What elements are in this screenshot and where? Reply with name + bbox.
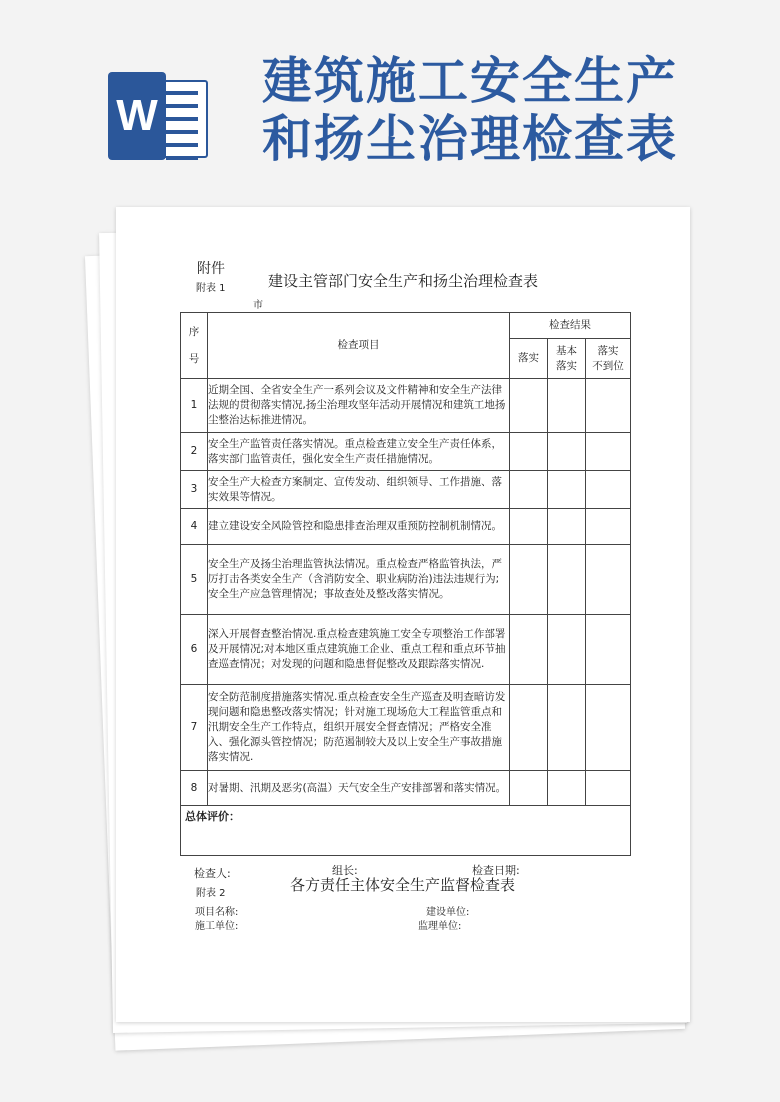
summary-label[interactable]: 总体评价： (181, 806, 631, 856)
builder-label: 建设单位: (426, 907, 470, 918)
row-item: 近期全国、全省安全生产一系列会议及文件精神和安全生产法律法规的贯彻落实情况,扬尘治理攻坚年活动开展情况和建筑工地扬尘整治达标推进情况。 (208, 379, 510, 433)
result-done-header: 落实 (510, 339, 548, 379)
result-not-header (586, 339, 631, 379)
result-basic-top: 基本 (556, 344, 577, 357)
result-cell[interactable] (586, 379, 631, 433)
banner-title-line2: 和扬尘治理检查表 (262, 110, 678, 168)
table-row (181, 545, 631, 615)
leader-label: 组长: (332, 864, 358, 877)
banner-title-line1: 建筑施工安全生产 (262, 52, 678, 110)
result-cell[interactable] (548, 509, 586, 545)
result-cell[interactable] (510, 615, 548, 685)
row-item: 对暑期、汛期及恶劣(高温）天气安全生产安排部署和落实情况。 (208, 771, 510, 806)
table-row (181, 433, 631, 471)
col-number-bottom: 号 (188, 352, 200, 365)
result-cell[interactable] (510, 379, 548, 433)
attachment-label: 附件 (197, 261, 225, 277)
banner-title (262, 52, 762, 168)
row-number: 1 (181, 379, 208, 433)
col-item-header: 检查项目 (208, 313, 510, 379)
row-number: 8 (181, 771, 208, 806)
result-cell[interactable] (586, 471, 631, 509)
table-label: 附表 1 (196, 283, 226, 294)
table-row (181, 615, 631, 685)
result-cell[interactable] (548, 471, 586, 509)
result-cell[interactable] (510, 509, 548, 545)
result-not-bottom: 不到位 (592, 359, 624, 372)
result-cell[interactable] (510, 471, 548, 509)
table-row (181, 471, 631, 509)
row-item: 安全防范制度措施落实情况.重点检查安全生产巡查及明查暗访发现问题和隐患整改落实情况；针对施工现场危大工程监管重点和汛期安全生产工作特点，组织开展安全督查情况；严格安全准入、强化源头管控情况；防范遏制较大及以上安全生产事故措施落实情况. (208, 685, 510, 771)
city-label: 市 (253, 300, 263, 311)
result-cell[interactable] (548, 379, 586, 433)
inspection-table (180, 312, 631, 856)
result-cell[interactable] (586, 615, 631, 685)
row-number: 7 (181, 685, 208, 771)
supervisor-label: 监理单位: (418, 921, 462, 932)
row-item: 建立建设安全风险管控和隐患排查治理双重预防控制机制情况。 (208, 509, 510, 545)
row-item: 安全生产监管责任落实情况。重点检查建立安全生产责任体系，落实部门监管责任，强化安全生产责任措施情况。 (208, 433, 510, 471)
result-cell[interactable] (548, 771, 586, 806)
summary-row (181, 806, 631, 856)
row-item: 安全生产大检查方案制定、宣传发动、组织领导、工作措施、落实效果等情况。 (208, 471, 510, 509)
table-row (181, 509, 631, 545)
col-number-top: 序 (188, 325, 200, 338)
result-cell[interactable] (510, 433, 548, 471)
result-cell[interactable] (586, 771, 631, 806)
table2-label: 附表 2 (196, 888, 226, 899)
row-number: 3 (181, 471, 208, 509)
row-number: 4 (181, 509, 208, 545)
result-cell[interactable] (548, 685, 586, 771)
result-basic-header (548, 339, 586, 379)
result-cell[interactable] (548, 615, 586, 685)
row-number: 2 (181, 433, 208, 471)
word-badge: W (108, 72, 166, 160)
result-cell[interactable] (510, 771, 548, 806)
result-cell[interactable] (586, 685, 631, 771)
result-cell[interactable] (586, 433, 631, 471)
table2-title: 各方责任主体安全生产监督检查表 (290, 876, 516, 894)
document-title: 建设主管部门安全生产和扬尘治理检查表 (268, 272, 539, 290)
row-number: 6 (181, 615, 208, 685)
banner (0, 0, 780, 190)
table-row (181, 379, 631, 433)
col-result-header: 检查结果 (510, 313, 631, 339)
result-cell[interactable] (510, 545, 548, 615)
inspector-label: 检查人: (194, 867, 231, 880)
contractor-label: 施工单位: (195, 921, 239, 932)
row-item: 安全生产及扬尘治理监管执法情况。重点检查严格监管执法，严厉打击各类安全生产（含消防安全、职业病防治)违法违规行为;安全生产应急管理情况；事故查处及整改落实情况。 (208, 545, 510, 615)
row-number: 5 (181, 545, 208, 615)
result-basic-bottom: 落实 (556, 359, 577, 372)
table-row (181, 685, 631, 771)
table-row (181, 771, 631, 806)
word-icon (108, 72, 208, 160)
project-name-label: 项目名称: (195, 907, 239, 918)
result-cell[interactable] (586, 545, 631, 615)
col-number-header (181, 313, 208, 379)
result-cell[interactable] (586, 509, 631, 545)
row-item: 深入开展督查整治情况.重点检查建筑施工安全专项整治工作部署及开展情况;对本地区重点建筑施工企业、重点工程和重点环节抽查巡查情况；对发现的问题和隐患督促整改及跟踪落实情况. (208, 615, 510, 685)
date-label: 检查日期: (472, 864, 520, 877)
result-cell[interactable] (510, 685, 548, 771)
result-not-top: 落实 (597, 344, 619, 357)
result-cell[interactable] (548, 545, 586, 615)
result-cell[interactable] (548, 433, 586, 471)
